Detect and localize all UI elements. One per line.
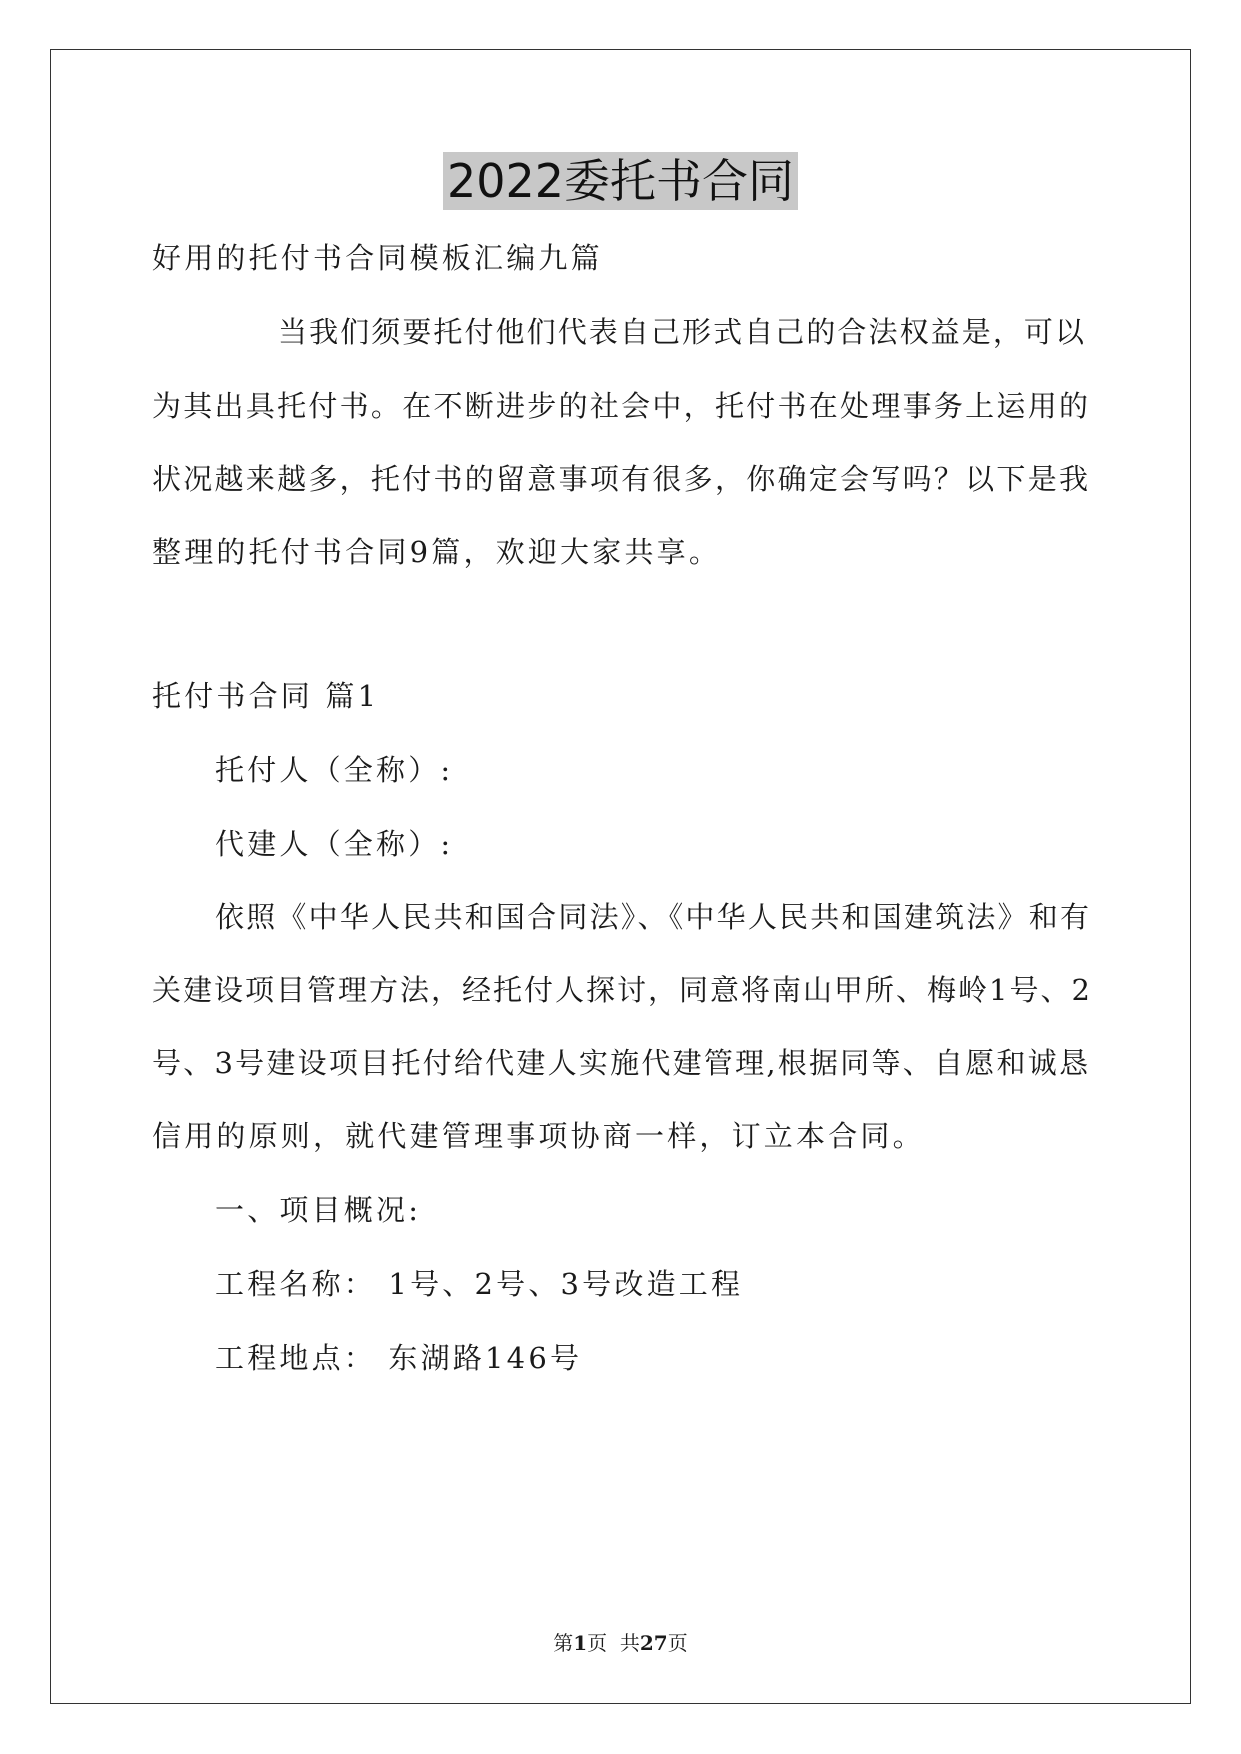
- footer-prefix: 第: [553, 1631, 574, 1655]
- footer-suffix: 页: [667, 1631, 688, 1655]
- page-footer: [0, 1630, 1241, 1656]
- footer-total-pages: 27: [639, 1631, 668, 1655]
- title-container: [0, 152, 1241, 210]
- intro-line: 状况越来越多，托付书的留意事项有很多，你确定会写吗？以下是我: [152, 462, 1090, 496]
- footer-middle: 页 共: [587, 1631, 640, 1655]
- section-heading: 托付书合同 篇1: [152, 679, 380, 713]
- body-line: 信用的原则，就代建管理事项协商一样，订立本合同。: [152, 1119, 925, 1153]
- agent-label: 代建人（全称）:: [215, 827, 454, 861]
- document-title: 2022委托书合同: [443, 152, 798, 210]
- intro-line: 当我们须要托付他们代表自己形式自己的合法权益是，可以: [278, 315, 1086, 349]
- footer-page-number: 1: [573, 1631, 588, 1655]
- intro-line: 整理的托付书合同9篇，欢迎大家共享。: [152, 535, 722, 569]
- project-name: 工程名称： 1号、2号、3号改造工程: [215, 1267, 744, 1301]
- principal-label: 托付人（全称）:: [215, 753, 454, 787]
- project-overview-heading: 一、项目概况:: [215, 1193, 422, 1227]
- body-line: 号、3号建设项目托付给代建人实施代建管理,根据同等、自愿和诚恳: [152, 1046, 1090, 1080]
- project-location: 工程地点： 东湖路146号: [215, 1341, 583, 1375]
- document-subtitle: 好用的托付书合同模板汇编九篇: [152, 241, 603, 275]
- body-line: 关建设项目管理方法，经托付人探讨，同意将南山甲所、梅岭1号、2: [152, 973, 1092, 1007]
- page-border: [50, 49, 1191, 1704]
- body-line: 依照《中华人民共和国合同法》、《中华人民共和国建筑法》和有: [215, 900, 1090, 934]
- intro-line: 为其出具托付书。在不断进步的社会中，托付书在处理事务上运用的: [152, 389, 1090, 423]
